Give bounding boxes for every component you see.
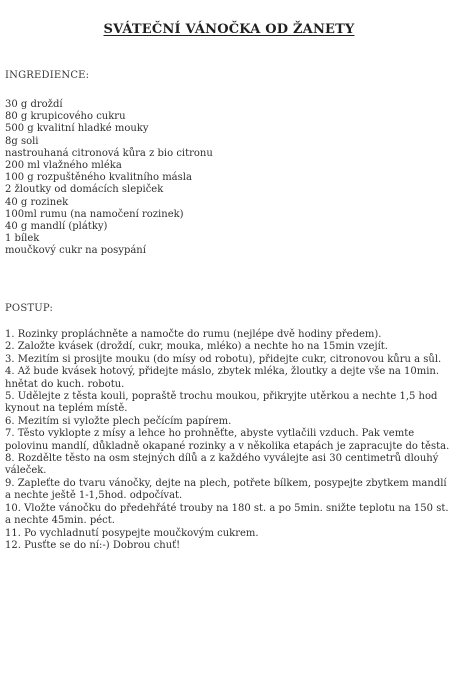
step-item: 9. Zapleťte do tvaru vánočky, dejte na plech, potřete bílkem, posypejte zbytkem mandlí a nechte ještě 1-1,5hod. odpočívat. bbox=[5, 477, 447, 502]
step-item: 10. Vložte vánočku do předehřáté trouby na 180 st. a po 5min. snižte teplotu na 150 st. a nechte 45min. péct. bbox=[5, 502, 449, 527]
ingredient-item: 100 g rozpuštěného kvalitního másla bbox=[5, 172, 192, 184]
ingredient-item: 8g soli bbox=[5, 135, 39, 147]
ingredient-item: 100ml rumu (na namočení rozinek) bbox=[5, 208, 184, 220]
step-item: 11. Po vychladnutí posypejte moučkovým cukrem. bbox=[5, 527, 259, 539]
step-item: 2. Založte kvásek (droždí, cukr, mouka, mléko) a nechte ho na 15min vzejít. bbox=[5, 341, 388, 353]
step-item: 3. Mezitím si prosijte mouku (do mísy od robotu), přidejte cukr, citronovou kůru a sůl. bbox=[5, 353, 442, 365]
ingredients-list bbox=[5, 99, 445, 257]
steps-heading: POSTUP: bbox=[5, 303, 54, 314]
ingredient-item: 200 ml vlažného mléka bbox=[5, 159, 122, 171]
ingredient-item: 2 žloutky od domácích slepiček bbox=[5, 184, 164, 196]
ingredient-item: 40 g rozinek bbox=[5, 196, 69, 208]
steps-list bbox=[5, 329, 453, 552]
step-item: 4. Až bude kvásek hotový, přidejte máslo, zbytek mléka, žloutky a dejte vše na 10min. hnětat do kuch. robotu. bbox=[5, 366, 440, 390]
step-item: 12. Pusťte se do ní:-) Dobrou chuť! bbox=[5, 539, 181, 551]
step-item: 6. Mezitím si vyložte plech pečícím papírem. bbox=[5, 415, 232, 427]
ingredient-item: 500 g kvalitní hladké mouky bbox=[5, 123, 149, 135]
ingredient-item: 40 g mandlí (plátky) bbox=[5, 220, 108, 232]
step-item: 7. Těsto vyklopte z mísy a lehce ho prohněťte, abyste vytlačili vzduch. Pak vemte polovinu mandlí, důkladně okapané rozinky a v několika etapách je zapracujte do těsta. bbox=[5, 428, 450, 452]
step-item: 5. Udělejte z těsta kouli, popraště trochu moukou, přikryjte utěrkou a nechte 1,5 hod kynout na teplém místě. bbox=[5, 391, 438, 415]
ingredient-item: nastrouhaná citronová kůra z bio citronu bbox=[5, 147, 213, 159]
ingredient-item: 30 g droždí bbox=[5, 99, 63, 110]
page-title: SVÁTEČNÍ VÁNOČKA OD ŽANETY bbox=[103, 22, 355, 37]
ingredient-item: moučkový cukr na posypání bbox=[5, 245, 146, 257]
step-item: 1. Rozinky propláchněte a namočte do rumu (nejlépe dvě hodiny předem). bbox=[5, 329, 382, 340]
ingredient-item: 1 bílek bbox=[5, 233, 40, 245]
ingredient-item: 80 g krupicového cukru bbox=[5, 111, 126, 123]
ingredients-heading: INGREDIENCE: bbox=[5, 70, 90, 81]
step-item: 8. Rozdělte těsto na osm stejných dílů a z každého vyválejte asi 30 centimetrů dlouhý váleček. bbox=[5, 453, 439, 477]
